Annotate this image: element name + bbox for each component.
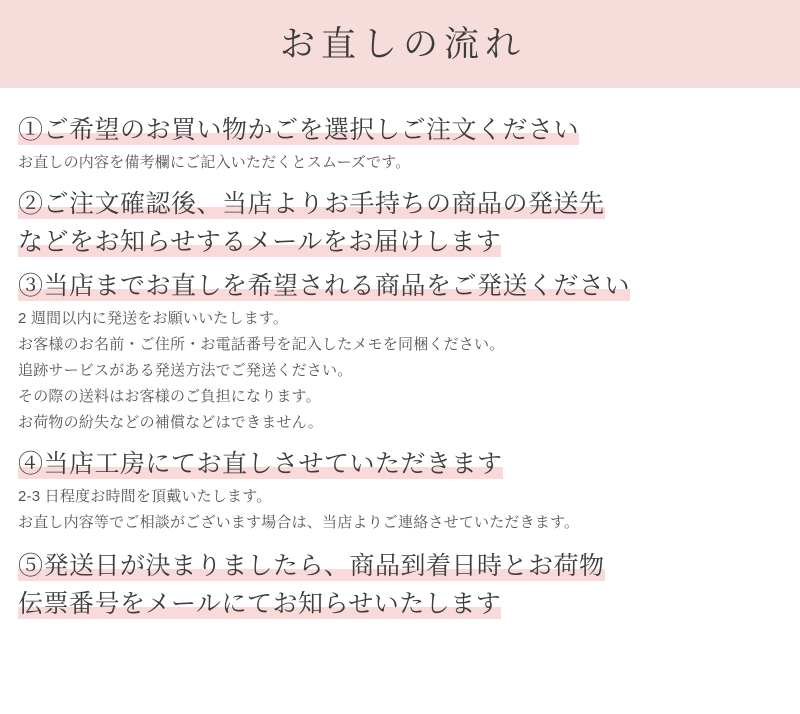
step-note: 2-3 日程度お時間を頂戴いたします。 [18, 488, 272, 505]
step-item [18, 446, 782, 536]
step-heading-text-line1: ⑤発送日が決まりましたら、商品到着日時とお荷物 [18, 552, 605, 580]
step-note: お客様のお名前・ご住所・お電話番号を記入したメモを同梱ください。 [18, 336, 505, 353]
step-item [18, 112, 782, 176]
step-heading [18, 446, 782, 482]
step-heading [18, 268, 782, 304]
page-title: お直しの流れ [279, 24, 526, 64]
step-notes [18, 484, 782, 536]
step-heading-text-line2: などをお知らせするメールをお届けします [18, 228, 502, 256]
step-note: お直しの内容を備考欄にご記入いただくとスムーズです。 [18, 154, 411, 171]
step-heading-text-line2: 伝票番号をメールにてお知らせいたします [18, 590, 502, 618]
step-item [18, 548, 782, 622]
step-note: お直し内容等でご相談がございます場合は、当店よりご連絡させていただきます。 [18, 514, 580, 531]
step-heading-text-line1: ②ご注文確認後、当店よりお手持ちの商品の発送先 [18, 190, 605, 218]
step-heading [18, 112, 782, 148]
step-heading-text: ④当店工房にてお直しさせていただきます [18, 450, 503, 478]
steps-container [0, 88, 800, 622]
step-heading-text: ③当店までお直しを希望される商品をご発送ください [18, 272, 631, 300]
step-heading [18, 586, 782, 622]
step-note: 追跡サービスがある発送方法でご発送ください。 [18, 362, 353, 379]
step-notes [18, 150, 782, 176]
step-heading-text: ①ご希望のお買い物かごを選択しご注文ください [18, 116, 580, 144]
step-notes [18, 306, 782, 436]
step-heading [18, 224, 782, 260]
step-item [18, 186, 782, 260]
step-note: 2 週間以内に発送をお願いいたします。 [18, 310, 289, 327]
step-heading [18, 548, 782, 584]
step-note: お荷物の紛失などの補償などはできません。 [18, 414, 323, 431]
step-note: その際の送料はお客様のご負担になります。 [18, 388, 321, 405]
step-item [18, 268, 782, 436]
step-heading [18, 186, 782, 222]
header-band [0, 0, 800, 88]
